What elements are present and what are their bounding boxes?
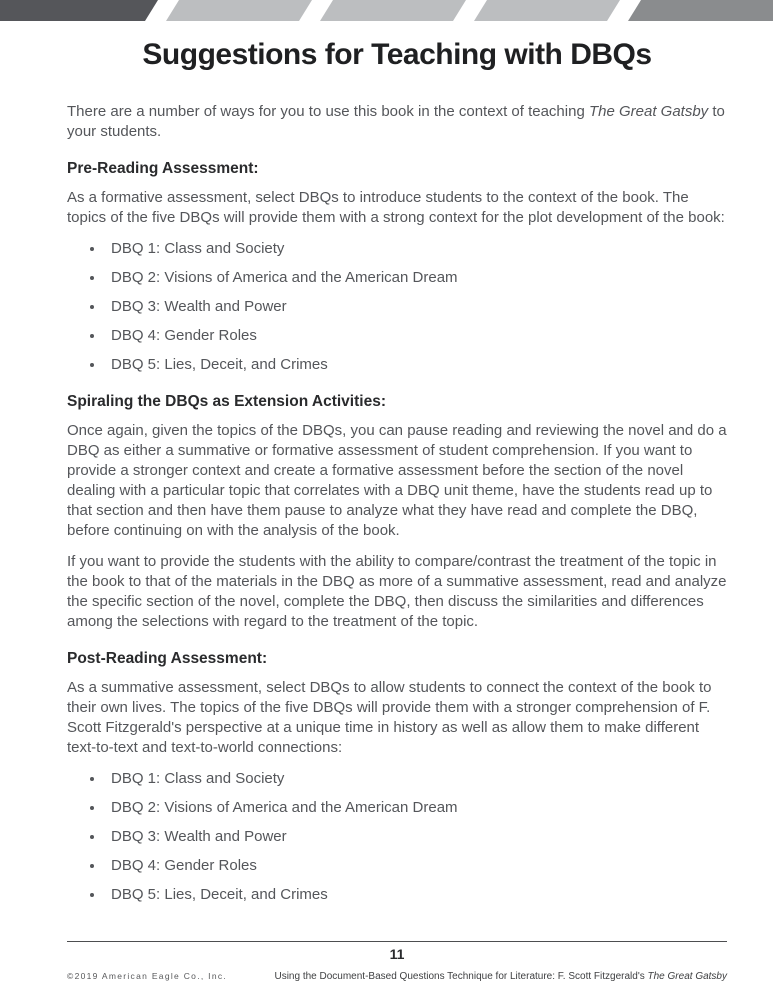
intro-text-after: to your students. <box>67 103 725 140</box>
page-footer <box>67 941 727 982</box>
post-reading-dbq-list <box>67 769 727 905</box>
spiraling-paragraph-1: Once again, given the topics of the DBQs, you can pause reading and reviewing the novel and do a DBQ as either a summative or formative assessment of student comprehension. If you want to provide a stronger context and create a formative assessment before the section of the novel dealing with a particular topic that correlates with a DBQ unit theme, have the students read up to that section and then have them pause to analyze what they have read and complete the DBQ, before continuing on with the analysis of the book. <box>67 422 727 539</box>
list-item: • DBQ 5: Lies, Deceit, and Crimes <box>105 355 727 375</box>
list-item: • DBQ 1: Class and Society <box>105 239 727 259</box>
pre-reading-dbq-list <box>67 239 727 375</box>
post-reading-paragraph: As a summative assessment, select DBQs to allow students to connect the context of the book to their own lives. The topics of the five DBQs will provide them with a stronger comprehension of F. Scott Fitzgerald's perspective at a unique time in history as well as allow them to make different text-to-text and text-to-world connections: <box>67 679 712 756</box>
footer-book-title <box>274 971 727 982</box>
page-number: 11 <box>389 946 405 962</box>
intro-book-title: The Great Gatsby <box>588 103 709 120</box>
footer-title-text: Using the Document-Based Questions Technique for Literature: F. Scott Fitzgerald's <box>274 971 648 982</box>
tab-decoration-2 <box>166 0 312 21</box>
footer-title-italic: The Great Gatsby <box>647 971 727 982</box>
list-item: • DBQ 4: Gender Roles <box>105 856 727 876</box>
spiraling-paragraph-2: If you want to provide the students with the ability to compare/contrast the treatment of the topic in the book to that of the materials in the DBQ as more of a summative assessment, read and analyze the specific section of the novel, complete the DBQ, then discuss the similarities and differences among the selections with regard to the treatment of the topic. <box>67 553 727 630</box>
tab-strip <box>0 0 773 21</box>
copyright-text: ©2019 American Eagle Co., Inc. <box>67 971 228 981</box>
post-reading-heading: Post-Reading Assessment: <box>67 650 268 667</box>
intro-paragraph <box>67 102 727 142</box>
list-item: • DBQ 5: Lies, Deceit, and Crimes <box>105 885 727 905</box>
spiraling-heading: Spiraling the DBQs as Extension Activities: <box>67 393 386 410</box>
intro-text-before: There are a number of ways for you to use this book in the context of teaching <box>67 103 589 120</box>
pre-reading-heading: Pre-Reading Assessment: <box>67 160 259 177</box>
footer-row <box>67 971 727 982</box>
tab-decoration-1 <box>0 0 158 21</box>
page-title: Suggestions for Teaching with DBQs <box>142 38 652 71</box>
list-item: • DBQ 2: Visions of America and the American Dream <box>105 268 727 288</box>
list-item: • DBQ 2: Visions of America and the American Dream <box>105 798 727 818</box>
list-item: • DBQ 4: Gender Roles <box>105 326 727 346</box>
list-item: • DBQ 1: Class and Society <box>105 769 727 789</box>
list-item: • DBQ 3: Wealth and Power <box>105 827 727 847</box>
footer-divider <box>67 941 727 942</box>
tab-decoration-3 <box>320 0 466 21</box>
pre-reading-paragraph: As a formative assessment, select DBQs to introduce students to the context of the book. The topics of the five DBQs will provide them with a strong context for the plot development of the book: <box>67 189 725 226</box>
tab-decoration-5 <box>628 0 773 21</box>
list-item: • DBQ 3: Wealth and Power <box>105 297 727 317</box>
tab-decoration-4 <box>474 0 620 21</box>
